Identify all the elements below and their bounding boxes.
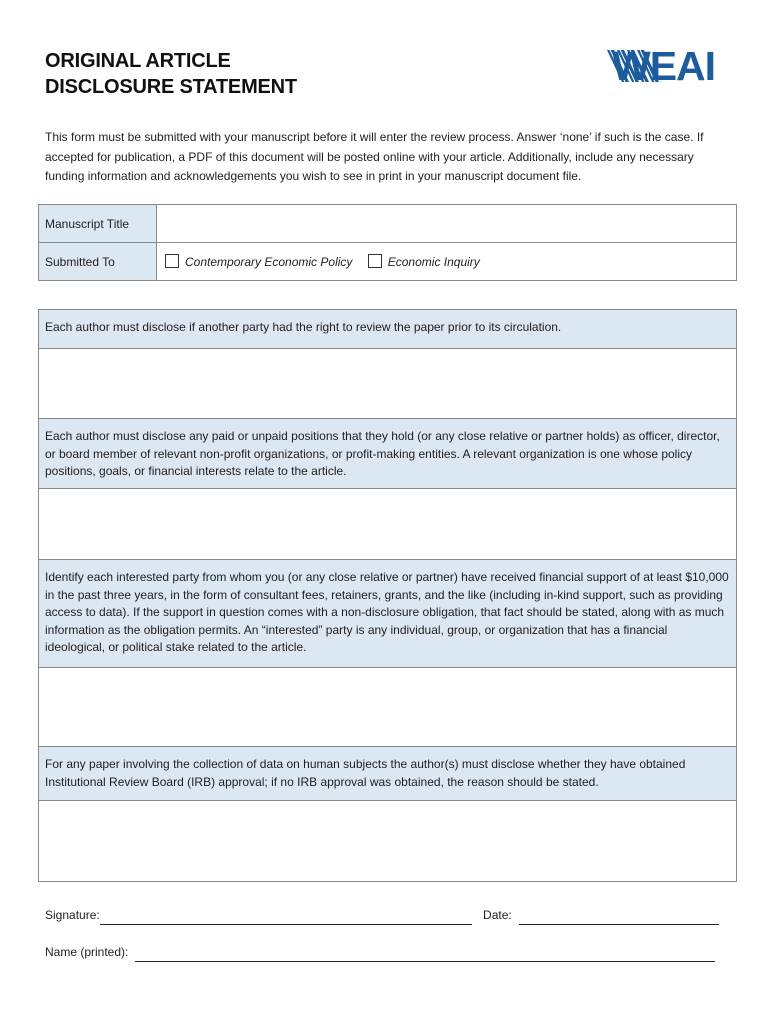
question-2-answer-field[interactable] [39,489,736,560]
question-1-prompt: Each author must disclose if another party had the right to review the paper prior to its circulation. [39,310,736,349]
name-printed-field[interactable] [135,947,715,962]
form-title [45,48,297,100]
question-4-answer-field[interactable] [39,801,736,881]
question-2-prompt: Each author must disclose any paid or unpaid positions that they hold (or any close relative or partner holds) as officer, director, or board member of relevant non-profit organizations, or profit-making entities. A relevant organization is one whose policy positions, goals, or financial interests relate to the article. [39,419,736,489]
question-4-prompt: For any paper involving the collection of data on human subjects the author(s) must disclose whether they have obtained Institutional Review Board (IRB) approval; if no IRB approval was obtained, the reason should be stated. [39,747,736,801]
checkbox-cep[interactable] [165,254,179,268]
signature-label: Signature: [45,908,100,922]
name-row [45,945,715,962]
manuscript-title-field[interactable] [157,205,737,243]
title-line-2: DISCLOSURE STATEMENT [45,76,297,98]
question-3-answer-field[interactable] [39,668,736,747]
journal-option-cep-label: Contemporary Economic Policy [185,255,353,269]
manuscript-info-table [38,204,737,281]
journal-option-ei [368,255,480,269]
signature-row [45,908,719,925]
disclosure-table [38,309,737,882]
submitted-to-options [157,243,737,281]
signature-field[interactable] [100,910,472,925]
name-printed-label: Name (printed): [45,945,129,959]
title-line-1: ORIGINAL ARTICLE [45,50,231,72]
question-1-answer-field[interactable] [39,349,736,419]
date-label: Date: [483,908,512,922]
journal-option-cep [165,255,356,269]
weai-logo-text: WEAI [612,43,716,89]
question-3-prompt: Identify each interested party from whom you (or any close relative or partner) have received financial support of at least $10,000 in the past three years, in the form of consultant fees, retainers, grants, and the like (including in-kind support, such as providing access to data). If the support in question comes with a non-disclosure obligation, that fact should be stated, along with as much information as the obligation permits. An “interested” party is any individual, group, or organization that has a financial ideological, or political stake related to the article. [39,560,736,668]
checkbox-ei[interactable] [368,254,382,268]
journal-option-ei-label: Economic Inquiry [387,255,480,269]
submitted-to-label: Submitted To [39,243,157,281]
intro-paragraph: This form must be submitted with your manuscript before it will enter the review process. Answer ‘none’ if such is the case. If accepted for publication, a PDF of this document will be posted online with your article. Additionally, include any necessary funding information and acknowledgements you wish to see in print in your manuscript document file. [45,130,704,183]
manuscript-title-label: Manuscript Title [39,205,157,243]
date-field[interactable] [519,910,719,925]
